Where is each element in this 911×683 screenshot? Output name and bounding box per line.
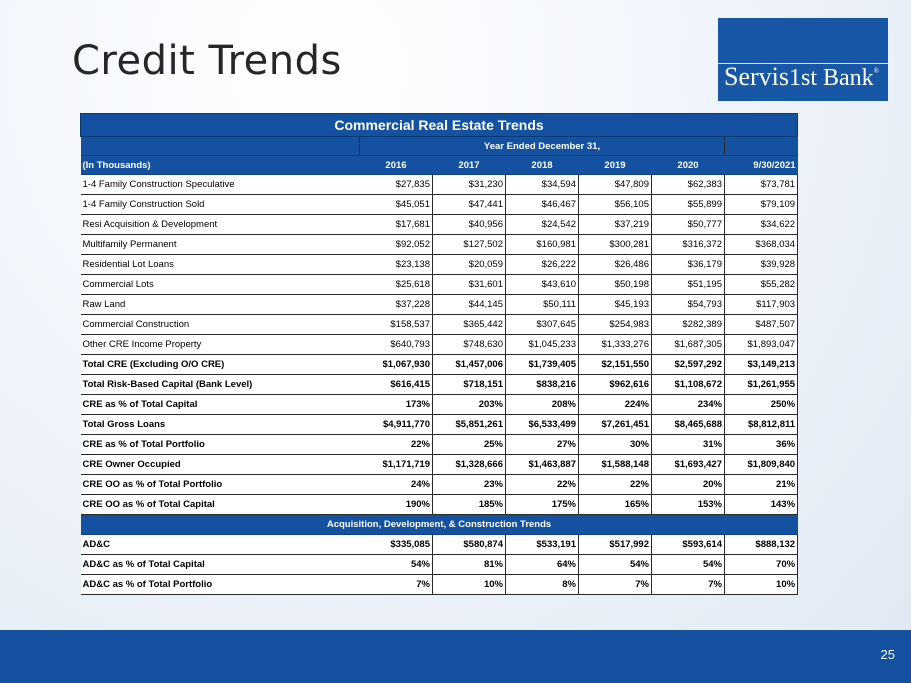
row-value: 143% [725,495,798,515]
table-row [81,215,798,235]
row-value: $1,457,006 [433,355,506,375]
row-value: $50,198 [579,275,652,295]
table-row [81,275,798,295]
footer-bar [0,630,911,683]
row-label: Multifamily Permanent [81,235,360,255]
row-value: $92,052 [360,235,433,255]
row-value: $34,622 [725,215,798,235]
row-label: Total CRE (Excluding O/O CRE) [81,355,360,375]
row-value: 8% [506,575,579,595]
row-label: Residential Lot Loans [81,255,360,275]
table-row [81,575,798,595]
page-number: 25 [880,647,895,662]
row-value: $300,281 [579,235,652,255]
row-value: $20,059 [433,255,506,275]
row-value: $1,333,276 [579,335,652,355]
row-label: AD&C [81,535,360,555]
table-row [81,475,798,495]
row-label: Resi Acquisition & Development [81,215,360,235]
table-body [81,114,798,595]
logo-word-bank: 1st Bank [789,65,874,91]
row-value: $8,812,811 [725,415,798,435]
column-header: 2020 [652,156,725,175]
row-value: $23,138 [360,255,433,275]
row-value: $2,597,292 [652,355,725,375]
row-value: $1,171,719 [360,455,433,475]
row-value: 64% [506,555,579,575]
row-value: $45,051 [360,195,433,215]
logo-word-servis: Servis [724,62,789,91]
registered-mark: ® [873,67,879,75]
row-value: $307,645 [506,315,579,335]
row-value: 21% [725,475,798,495]
row-value: $39,928 [725,255,798,275]
period-label: Year Ended December 31, [360,137,725,156]
row-value: $1,045,233 [506,335,579,355]
row-label: Total Gross Loans [81,415,360,435]
row-value: 203% [433,395,506,415]
table-row [81,535,798,555]
row-value: $718,151 [433,375,506,395]
row-value: 30% [579,435,652,455]
row-value: $51,195 [652,275,725,295]
cre-trends-table [80,113,798,595]
row-label: Other CRE Income Property [81,335,360,355]
row-value: $37,219 [579,215,652,235]
row-value: $127,502 [433,235,506,255]
column-header: 2019 [579,156,652,175]
column-header-row [81,156,798,175]
row-value: $26,222 [506,255,579,275]
table-row [81,355,798,375]
row-value: $616,415 [360,375,433,395]
row-value: 23% [433,475,506,495]
row-value: $24,542 [506,215,579,235]
row-value: $1,809,840 [725,455,798,475]
row-label: Commercial Lots [81,275,360,295]
row-value: $1,067,930 [360,355,433,375]
row-value: 36% [725,435,798,455]
row-value: $31,601 [433,275,506,295]
column-header: 2017 [433,156,506,175]
row-value: $316,372 [652,235,725,255]
row-value: 31% [652,435,725,455]
table-row [81,495,798,515]
row-value: $43,610 [506,275,579,295]
row-value: 153% [652,495,725,515]
row-value: $335,085 [360,535,433,555]
row-value: $79,109 [725,195,798,215]
row-value: 22% [579,475,652,495]
table-title: Commercial Real Estate Trends [81,114,798,137]
row-label: 1-4 Family Construction Sold [81,195,360,215]
cre-trends-table-wrapper [80,113,798,595]
row-value: $26,486 [579,255,652,275]
row-value: $4,911,770 [360,415,433,435]
row-label: Total Risk-Based Capital (Bank Level) [81,375,360,395]
page-title: Credit Trends [72,38,342,84]
units-label: (In Thousands) [81,156,360,175]
row-value: $40,956 [433,215,506,235]
row-value: $37,228 [360,295,433,315]
row-value: $533,191 [506,535,579,555]
table-row [81,235,798,255]
table-row [81,255,798,275]
table-row [81,175,798,195]
row-value: $8,465,688 [652,415,725,435]
row-value: $56,105 [579,195,652,215]
table-row [81,295,798,315]
column-header: 2016 [360,156,433,175]
row-value: $55,282 [725,275,798,295]
row-label: Raw Land [81,295,360,315]
row-label: CRE Owner Occupied [81,455,360,475]
period-row-spacer [81,137,360,156]
row-value: 25% [433,435,506,455]
row-value: $1,893,047 [725,335,798,355]
period-row-spacer-right [725,137,798,156]
logo-text [724,62,879,92]
row-value: $25,618 [360,275,433,295]
row-value: $1,588,148 [579,455,652,475]
row-value: $365,442 [433,315,506,335]
row-value: 224% [579,395,652,415]
column-header: 2018 [506,156,579,175]
row-value: 190% [360,495,433,515]
row-value: $7,261,451 [579,415,652,435]
table-title-row [81,114,798,137]
table-row [81,555,798,575]
row-value: $1,328,666 [433,455,506,475]
row-value: 54% [579,555,652,575]
row-value: 173% [360,395,433,415]
table-row [81,435,798,455]
row-value: $31,230 [433,175,506,195]
row-value: $580,874 [433,535,506,555]
row-value: $47,441 [433,195,506,215]
period-row [81,137,798,156]
row-value: 208% [506,395,579,415]
row-value: 250% [725,395,798,415]
row-value: 234% [652,395,725,415]
row-value: $640,793 [360,335,433,355]
row-value: $36,179 [652,255,725,275]
row-value: $1,687,305 [652,335,725,355]
row-value: $55,899 [652,195,725,215]
row-label: CRE as % of Total Capital [81,395,360,415]
row-value: $62,383 [652,175,725,195]
row-label: CRE OO as % of Total Portfolio [81,475,360,495]
row-value: 27% [506,435,579,455]
row-value: 10% [433,575,506,595]
row-value: $5,851,261 [433,415,506,435]
table-row [81,375,798,395]
table-row [81,455,798,475]
table-row [81,335,798,355]
row-value: $50,111 [506,295,579,315]
row-value: 185% [433,495,506,515]
row-value: $1,108,672 [652,375,725,395]
row-value: $593,614 [652,535,725,555]
row-value: $34,594 [506,175,579,195]
row-value: 7% [360,575,433,595]
row-value: $368,034 [725,235,798,255]
row-value: $282,389 [652,315,725,335]
row-value: $54,793 [652,295,725,315]
row-value: $1,739,405 [506,355,579,375]
row-label: Commercial Construction [81,315,360,335]
row-label: 1-4 Family Construction Speculative [81,175,360,195]
row-value: 54% [652,555,725,575]
row-value: $838,216 [506,375,579,395]
table-row [81,395,798,415]
table-row [81,195,798,215]
row-label: CRE as % of Total Portfolio [81,435,360,455]
row-value: 22% [506,475,579,495]
row-value: $160,981 [506,235,579,255]
adc-section-title: Acquisition, Development, & Construction Trends [81,515,798,535]
row-value: $888,132 [725,535,798,555]
row-value: $1,463,887 [506,455,579,475]
row-value: 165% [579,495,652,515]
row-value: 7% [652,575,725,595]
row-value: $47,809 [579,175,652,195]
row-value: 81% [433,555,506,575]
row-value: $44,145 [433,295,506,315]
row-value: 20% [652,475,725,495]
row-value: $487,507 [725,315,798,335]
row-value: 70% [725,555,798,575]
table-row [81,315,798,335]
row-value: $45,193 [579,295,652,315]
row-value: $748,630 [433,335,506,355]
row-label: AD&C as % of Total Portfolio [81,575,360,595]
row-value: $1,693,427 [652,455,725,475]
row-value: $27,835 [360,175,433,195]
row-value: $158,537 [360,315,433,335]
table-row [81,415,798,435]
row-value: $2,151,550 [579,355,652,375]
adc-header-row [81,515,798,535]
row-value: $73,781 [725,175,798,195]
row-value: $517,992 [579,535,652,555]
row-value: $46,467 [506,195,579,215]
row-value: 175% [506,495,579,515]
row-label: CRE OO as % of Total Capital [81,495,360,515]
row-value: 24% [360,475,433,495]
row-value: 54% [360,555,433,575]
servisfirst-logo [718,18,888,101]
row-value: $117,903 [725,295,798,315]
row-value: $962,616 [579,375,652,395]
row-label: AD&C as % of Total Capital [81,555,360,575]
row-value: 10% [725,575,798,595]
row-value: 22% [360,435,433,455]
row-value: $50,777 [652,215,725,235]
row-value: $6,533,499 [506,415,579,435]
row-value: $17,681 [360,215,433,235]
row-value: $1,261,955 [725,375,798,395]
column-header: 9/30/2021 [725,156,798,175]
row-value: $3,149,213 [725,355,798,375]
row-value: $254,983 [579,315,652,335]
row-value: 7% [579,575,652,595]
